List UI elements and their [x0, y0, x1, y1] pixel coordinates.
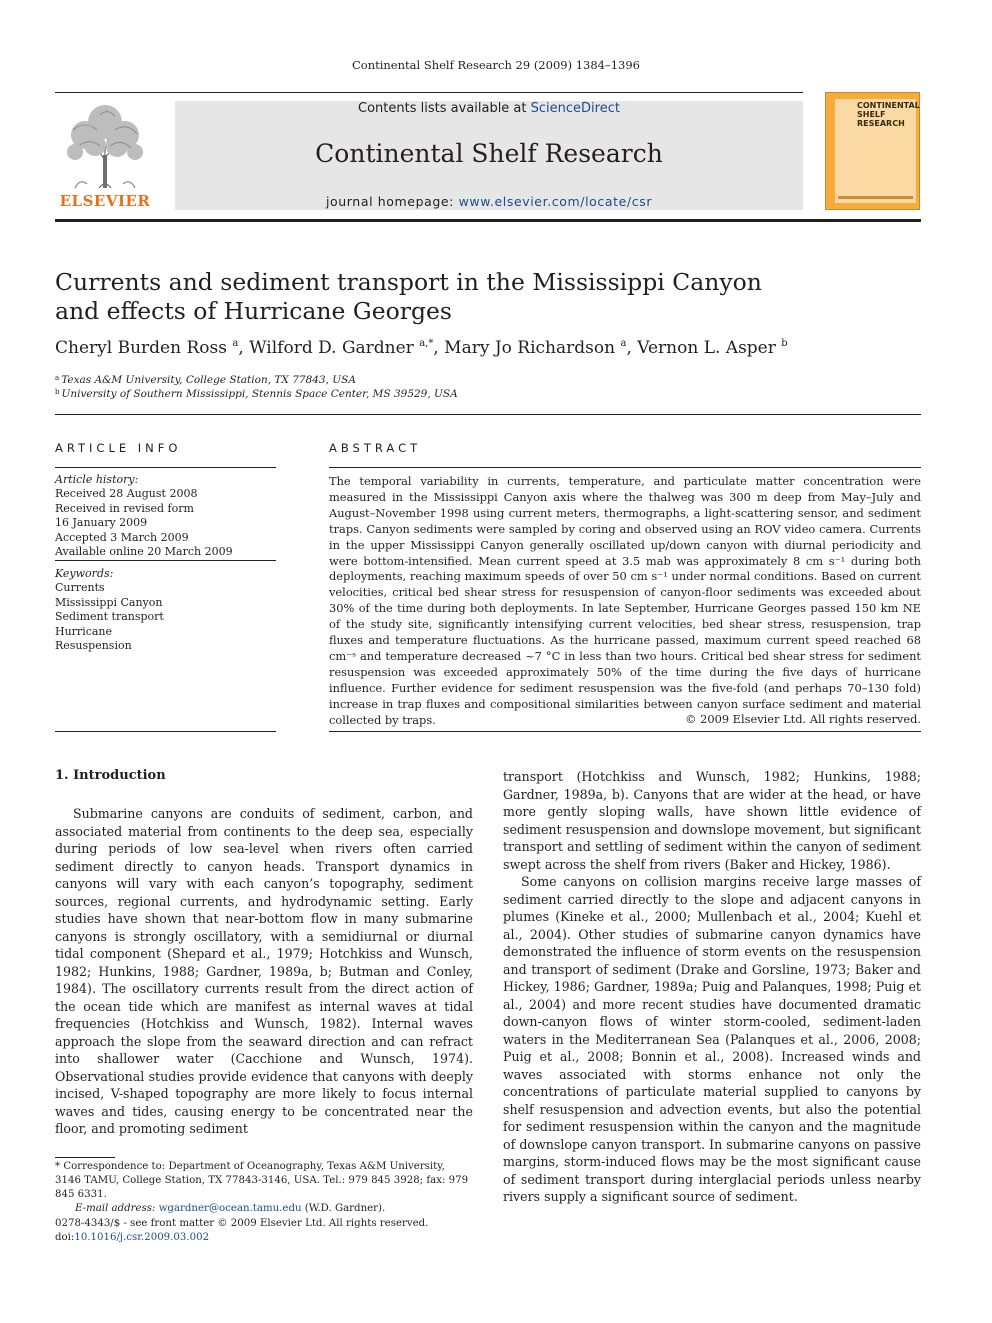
- cover-title-line2: SHELF RESEARCH: [857, 110, 905, 128]
- author-affil-mark[interactable]: a: [232, 338, 239, 349]
- elsevier-logo[interactable]: [55, 100, 155, 212]
- affiliation-text: Texas A&M University, College Station, TX 77843, USA: [61, 374, 356, 386]
- doi-label: doi:: [55, 1232, 75, 1243]
- article-info-rule: [55, 467, 276, 468]
- email-suffix: (W.D. Gardner).: [301, 1203, 386, 1214]
- article-info-heading: ARTICLE INFO: [55, 441, 182, 455]
- keyword: Hurricane: [55, 624, 113, 638]
- author-name[interactable]: Wilford D. Gardner: [249, 338, 414, 358]
- sciencedirect-link[interactable]: ScienceDirect: [530, 101, 620, 116]
- affiliation-text: University of Southern Mississippi, Stennis Space Center, MS 39529, USA: [61, 388, 458, 400]
- intro-paragraph: Some canyons on collision margins receive large masses of sediment carried directly to the slope and adjacent canyons in plumes (Kineke et al., 2000; Mullenbach et al., 2004; Kuehl et al., 2004). Other studies of submarine canyon dynamics have demonstrated the influence of storm events on the resuspension and transport of sediment (Drake and Gorsline, 1973; Baker and Hickey, 1986; Gardner, 1989a; Puig and Palanques, 1998; Puig et al., 2004) and more recent studies have documented dramatic down-canyon flows of winter storm-cooled, sediment-laden waters in the Mediterranean Sea (Palanques et al., 2006, 2008; Puig et al., 2008; Bonnin et al., 2008). Increased winds and waves associated with storms enhance not only the concentrations of particulate material supplied to canyons by shelf resuspension and advection events, but also the potential for sediment resuspension within the canyon and the magnitude of downslope canyon transport. In submarine canyons on passive margins, storm-induced flows may be the most significant cause of sediment transport during interglacial periods unless nearby rivers supply a significant source of sediment.: [503, 874, 921, 1204]
- correspondence-text: * Correspondence to: Department of Oceanography, Texas A&M University, 3146 TAMU, College Station, TX 77843-3146, USA. Tel.: 979 845 3928; fax: 979 845 6331.: [55, 1161, 469, 1200]
- article-title: [55, 268, 775, 326]
- keyword: Currents: [55, 581, 105, 595]
- correspondence-footnote: [55, 1160, 473, 1216]
- article-info-bottom-rule: [55, 731, 276, 732]
- abstract-bottom-rule: [329, 731, 921, 732]
- affiliation-mark: b: [55, 388, 60, 396]
- issn-block: [55, 1217, 428, 1245]
- author-affil-mark[interactable]: b: [781, 338, 788, 349]
- email-line: [55, 1202, 473, 1216]
- abstract-copyright: © 2009 Elsevier Ltd. All rights reserved.: [685, 712, 921, 726]
- title-line-2: and effects of Hurricane Georges: [55, 297, 452, 325]
- author-name[interactable]: Cheryl Burden Ross: [55, 338, 227, 358]
- history-item: Received in revised form: [55, 501, 194, 515]
- title-line-1: Currents and sediment transport in the Mississippi Canyon: [55, 268, 762, 296]
- history-item: Available online 20 March 2009: [55, 545, 233, 559]
- cover-footer-bar: [838, 196, 913, 199]
- article-history: [55, 473, 276, 559]
- email-link[interactable]: wgardner@ocean.tamu.edu: [158, 1203, 302, 1214]
- journal-citation: Continental Shelf Research 29 (2009) 1384–1396: [351, 58, 641, 72]
- author-name[interactable]: Vernon L. Asper: [637, 338, 776, 358]
- journal-cover-thumbnail[interactable]: [825, 92, 920, 210]
- homepage-line: [175, 194, 803, 209]
- body-column-left: [55, 805, 473, 1138]
- contents-line: [175, 101, 803, 116]
- history-item: Received 28 August 2008: [55, 487, 198, 501]
- issn-line: 0278-4343/$ - see front matter © 2009 Elsevier Ltd. All rights reserved.: [55, 1218, 429, 1229]
- history-rule: [55, 560, 276, 561]
- cover-title-line1: CONTINENTAL: [857, 101, 920, 110]
- contents-prefix: Contents lists available at: [358, 101, 531, 116]
- intro-paragraph: transport (Hotchkiss and Wunsch, 1982; Hunkins, 1988; Gardner, 1989a, b). Canyons that are wider at the head, or have more gently sloping walls, have shown little evidence of sediment resuspension and downslope movement, but significant transport and settling of sediment within the canyon of sediment swept across the shelf from rivers (Baker and Hickey, 1986).: [503, 769, 921, 872]
- keywords-label: Keywords:: [55, 567, 114, 580]
- cover-title: [857, 101, 920, 128]
- author-name[interactable]: Mary Jo Richardson: [444, 338, 616, 358]
- author-affil-mark[interactable]: a,*: [419, 338, 434, 349]
- header-thick-rule: [55, 219, 921, 222]
- journal-title: Continental Shelf Research: [315, 139, 663, 168]
- history-item: Accepted 3 March 2009: [55, 530, 189, 544]
- homepage-link[interactable]: www.elsevier.com/locate/csr: [458, 194, 653, 209]
- publisher-wordmark: ELSEVIER: [59, 192, 151, 210]
- author-list: Cheryl Burden Ross $^a$, Wilford D. Gardner $^{a,*}$, Mary Jo Richardson $^a$, Vernon L. Asper $^b$: [55, 338, 788, 358]
- keyword: Resuspension: [55, 639, 132, 653]
- history-label: Article history:: [55, 473, 139, 486]
- section-divider: [55, 414, 921, 415]
- body-column-right: [503, 768, 921, 1206]
- email-label: E-mail address:: [75, 1203, 159, 1214]
- doi-link[interactable]: 10.1016/j.csr.2009.03.002: [74, 1232, 210, 1243]
- intro-paragraph: Submarine canyons are conduits of sediment, carbon, and associated material from continents to the deep sea, especially during periods of low sea-level when rivers often carried sediment directly to canyon heads. Transport dynamics in canyons will vary with each canyon’s topography, sediment sources, regional currents, and hydrodynamic setting. Early studies have shown that near-bottom flow in many submarine canyons is strongly oscillatory, with a semidiurnal or diurnal tidal component (Shepard et al., 1979; Hotchkiss and Wunsch, 1982; Hunkins, 1988; Gardner, 1989a, b; Butman and Conley, 1984). The oscillatory currents result from the direct action of the ocean tide which are manifest as internal waves at tidal frequencies (Hotchkiss and Wunsch, 1982). Internal waves approach the slope from the seaward direction and can refract into shallower water (Cacchione and Wunsch, 1974). Observational studies provide evidence that canyons with deeply incised, V-shaped topography are more likely to focus internal waves and tides, causing energy to be concentrated near the floor, and promoting sediment: [55, 806, 473, 1136]
- affiliation: [55, 388, 458, 400]
- history-item: 16 January 2009: [55, 516, 148, 530]
- author-affil-mark[interactable]: a: [620, 338, 627, 349]
- abstract-text: The temporal variability in currents, temperature, and particulate matter concentration were measured in the Mississippi Canyon axis where the thalweg was 300 m deep from May–July and August–November 1998 using current meters, thermographs, a light-scattering sensor, and sediment traps. Canyon sediments were sampled by coring and observed using an ROV video camera. Currents in the upper Mississippi Canyon generally oscillated up/down canyon with diurnal periodicity and were bottom-intensified. Mean current speed at 3.5 mab was approximately 8 cm s⁻¹ during both deployments, reaching maximum speeds of over 50 cm s⁻¹ under normal conditions. Based on current velocities, critical bed shear stress for resuspension of canyon-floor sediments was exceeded about 30% of the time during both deployments. In late September, Hurricane Georges passed 150 km NE of the study site, significantly intensifying current velocities, bed shear stress, resuspension, trap fluxes and temperature fluctuations. As the hurricane passed, maximum current speed reached 68 cm⁻ˢ and temperature decreased ~7 °C in less than two hours. Critical bed shear stress for sediment resuspension was exceeded approximately 50% of the time during the five days of hurricane influence. Further evidence for sediment resuspension was the five-fold (and perhaps 70–130 fold) increase in trap fluxes and compositional similarities between canyon surface sediment and material collected by traps.: [329, 474, 921, 727]
- tree-icon: [55, 100, 155, 192]
- header-rule: [55, 92, 803, 93]
- abstract-rule: [329, 467, 921, 468]
- footnote-rule: [55, 1157, 115, 1158]
- section-heading: 1. Introduction: [55, 768, 166, 783]
- keyword: Mississippi Canyon: [55, 595, 163, 609]
- doi-line: [55, 1231, 428, 1245]
- affiliation-mark: a: [55, 374, 60, 382]
- keyword: Sediment transport: [55, 610, 164, 624]
- homepage-prefix: journal homepage:: [325, 194, 459, 209]
- abstract-heading: ABSTRACT: [329, 441, 422, 455]
- keywords: [55, 567, 276, 653]
- affiliation: [55, 374, 356, 386]
